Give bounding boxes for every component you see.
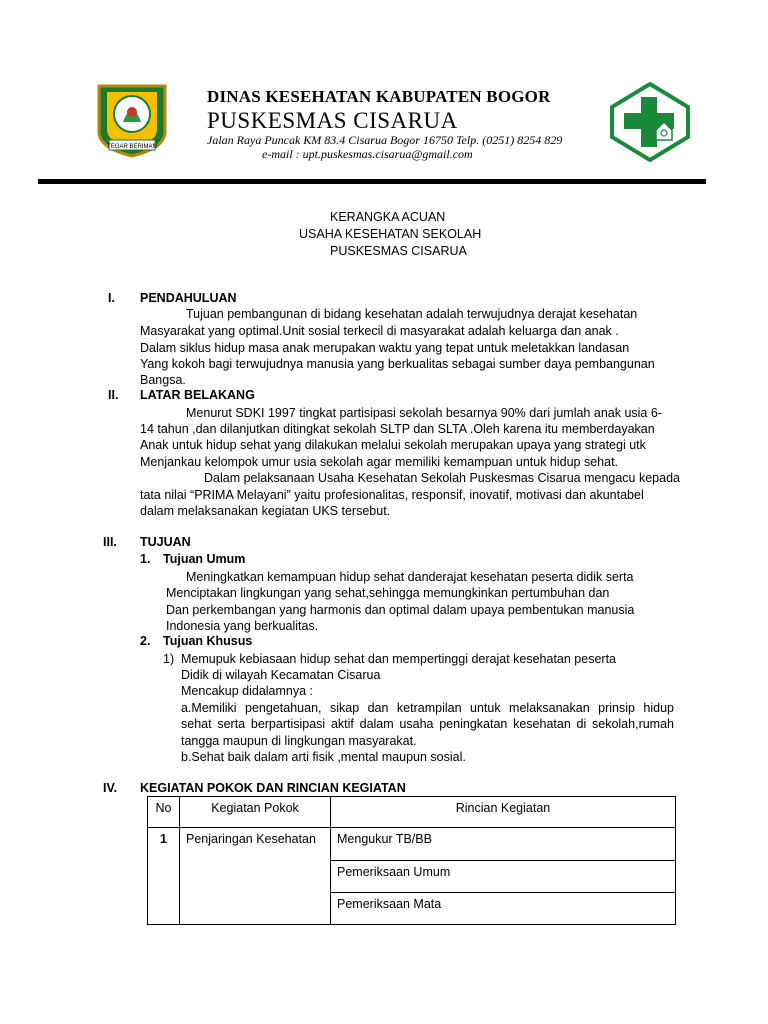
document-organization: PUSKESMAS CISARUA <box>330 244 467 258</box>
list-item-number: 1) <box>163 652 175 666</box>
paragraph-line: Dalam pelaksanaan Usaha Kesehatan Sekolah Puskesmas Cisarua mengacu kepada <box>204 471 680 485</box>
column-header-no: No <box>148 797 180 828</box>
activity-table <box>147 796 676 925</box>
paragraph-line: Bangsa. <box>140 373 186 387</box>
puskesmas-logo <box>610 82 690 162</box>
section-number: III. <box>103 535 117 549</box>
section-number: I. <box>108 291 115 305</box>
row-number: 1 <box>148 828 180 925</box>
paragraph-line: Indonesia yang berkualitas. <box>166 619 319 633</box>
row-rincian-item: Pemeriksaan Mata <box>331 893 676 925</box>
paragraph-line: Menciptakan lingkungan yang sehat,sehingga memungkinkan pertumbuhan dan <box>166 586 610 600</box>
paragraph-line: Mencakup didalamnya : <box>181 684 314 698</box>
subsection-number: 1. <box>140 552 151 566</box>
paragraph-line: Dan perkembangan yang harmonis dan optimal dalam upaya pembentukan manusia <box>166 603 635 617</box>
row-rincian-item: Pemeriksaan Umum <box>331 861 676 893</box>
column-header-kegiatan: Kegiatan Pokok <box>180 797 331 828</box>
paragraph-line: Dalam siklus hidup masa anak merupakan waktu yang tepat untuk meletakkan landasan <box>140 341 630 355</box>
paragraph-line: Anak untuk hidup sehat yang dilakukan melalui sekolah merupakan upaya yang strategi utk <box>140 438 646 452</box>
table-header-row <box>148 797 676 828</box>
section-number: II. <box>108 388 119 402</box>
section-heading: TUJUAN <box>140 535 191 549</box>
letterhead-email: e-mail : upt.puskesmas.cisarua@gmail.com <box>262 147 473 161</box>
subsection-number: 2. <box>140 634 151 648</box>
paragraph-line: dalam melaksanakan kegiatan UKS tersebut. <box>140 504 391 518</box>
paragraph-line: a.Memiliki pengetahuan, sikap dan ketrampilan untuk melaksanakan prinsip hidup <box>181 701 674 715</box>
paragraph-line: Meningkatkan kemampuan hidup sehat danderajat kesehatan peserta didik serta <box>186 570 634 584</box>
table-row <box>148 828 676 861</box>
paragraph-line: Masyarakat yang optimal.Unit sosial terkecil di masyarakat adalah keluarga dan anak . <box>140 324 619 338</box>
paragraph-line: sehat serta berpartisipasi aktif dalam usaha peningkatan kesehatan di sekolah,rumah <box>181 717 674 731</box>
document-subtitle: USAHA KESEHATAN SEKOLAH <box>299 227 482 241</box>
paragraph-line: tata nilai “PRIMA Melayani” yaitu profesionalitas, responsif, inovatif, motivasi dan akuntabel <box>140 488 644 502</box>
paragraph-line: tangga maupun di lingkungan masyarakat. <box>181 734 417 748</box>
kabupaten-bogor-logo <box>95 82 169 158</box>
section-heading: LATAR BELAKANG <box>140 388 255 402</box>
section-number: IV. <box>103 781 118 795</box>
svg-text:TEGAR BERIMAN: TEGAR BERIMAN <box>107 144 157 150</box>
paragraph-line: Didik di wilayah Kecamatan Cisarua <box>181 668 381 682</box>
row-rincian-item: Mengukur TB/BB <box>331 828 676 861</box>
paragraph-line: 14 tahun ,dan dilanjutkan ditingkat sekolah SLTP dan SLTA .Oleh karena itu memberdayakan <box>140 422 655 436</box>
row-kegiatan: Penjaringan Kesehatan <box>180 828 331 925</box>
letterhead-divider <box>38 179 706 184</box>
puskesmas-name: PUSKESMAS CISARUA <box>207 108 458 133</box>
section-heading: KEGIATAN POKOK DAN RINCIAN KEGIATAN <box>140 781 406 795</box>
letterhead-address: Jalan Raya Puncak KM 83.4 Cisarua Bogor 16750 Telp. (0251) 8254 829 <box>207 133 563 147</box>
paragraph-line: Menurut SDKI 1997 tingkat partisipasi sekolah besarnya 90% dari jumlah anak usia 6- <box>186 406 662 420</box>
paragraph-line: b.Sehat baik dalam arti fisik ,mental maupun sosial. <box>181 750 466 764</box>
section-heading: PENDAHULUAN <box>140 291 237 305</box>
paragraph-line: Yang kokoh bagi terwujudnya manusia yang berkualitas sebagai sumber daya pembangunan <box>140 357 655 371</box>
subsection-heading: Tujuan Khusus <box>163 634 253 648</box>
paragraph-line: Memupuk kebiasaan hidup sehat dan mempertinggi derajat kesehatan peserta <box>181 652 616 666</box>
subsection-heading: Tujuan Umum <box>163 552 246 566</box>
paragraph-line: Menjankau kelompok umur usia sekolah agar memiliki kemampuan untuk hidup sehat. <box>140 455 619 469</box>
paragraph-line: Tujuan pembangunan di bidang kesehatan adalah terwujudnya derajat kesehatan <box>186 307 638 321</box>
column-header-rincian: Rincian Kegiatan <box>331 797 676 828</box>
document-title: KERANGKA ACUAN <box>330 210 446 224</box>
agency-name: DINAS KESEHATAN KABUPATEN BOGOR <box>207 87 551 106</box>
